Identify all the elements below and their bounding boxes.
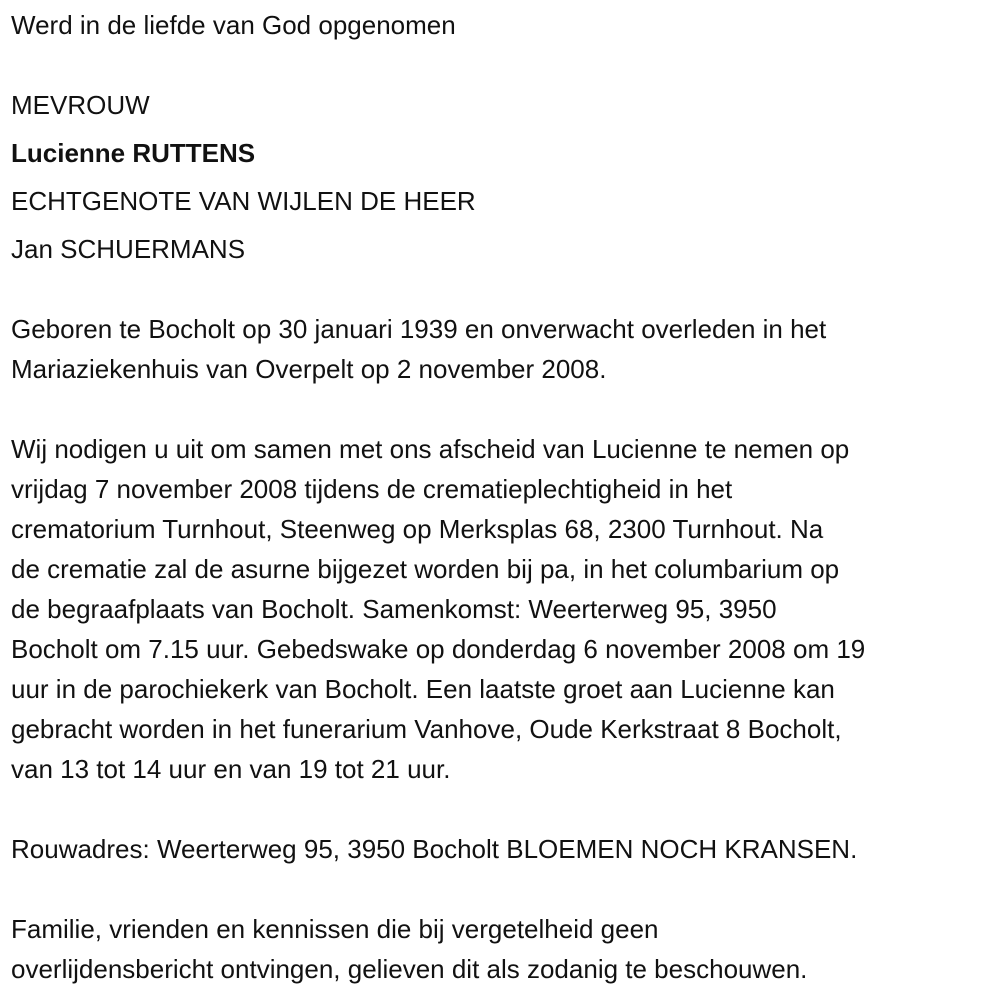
- title: MEVROUW: [11, 90, 150, 120]
- deceased-name: Lucienne RUTTENS: [11, 138, 256, 168]
- invitation-line: crematorium Turnhout, Steenweg op Merksplas 68, 2300 Turnhout. Na: [11, 514, 824, 544]
- invitation-line: de crematie zal de asurne bijgezet worden bij pa, in het columbarium op: [11, 554, 840, 584]
- closing-line: Familie, vrienden en kennissen die bij vergetelheid geen: [11, 914, 659, 944]
- invitation-line: gebracht worden in het funerarium Vanhove, Oude Kerkstraat 8 Bocholt,: [11, 714, 842, 744]
- birth-line: Mariaziekenhuis van Overpelt op 2 november 2008.: [11, 354, 607, 384]
- invitation-line: Wij nodigen u uit om samen met ons afscheid van Lucienne te nemen op: [11, 434, 850, 464]
- relation: ECHTGENOTE VAN WIJLEN DE HEER: [11, 186, 476, 216]
- intro-line: Werd in de liefde van God opgenomen: [11, 10, 456, 40]
- invitation-line: Bocholt om 7.15 uur. Gebedswake op donderdag 6 november 2008 om 19: [11, 634, 866, 664]
- invitation-line: vrijdag 7 november 2008 tijdens de crematieplechtigheid in het: [11, 474, 733, 504]
- invitation-line: uur in de parochiekerk van Bocholt. Een laatste groet aan Lucienne kan: [11, 674, 835, 704]
- birth-line: Geboren te Bocholt op 30 januari 1939 en onverwacht overleden in het: [11, 314, 827, 344]
- invitation-line: van 13 tot 14 uur en van 19 tot 21 uur.: [11, 754, 451, 784]
- closing-line: overlijdensbericht ontvingen, gelieven dit als zodanig te beschouwen.: [11, 954, 808, 984]
- spouse-name: Jan SCHUERMANS: [11, 234, 246, 264]
- invitation-line: de begraafplaats van Bocholt. Samenkomst: Weerterweg 95, 3950: [11, 594, 777, 624]
- mourning-address: Rouwadres: Weerterweg 95, 3950 Bocholt BLOEMEN NOCH KRANSEN.: [11, 834, 858, 864]
